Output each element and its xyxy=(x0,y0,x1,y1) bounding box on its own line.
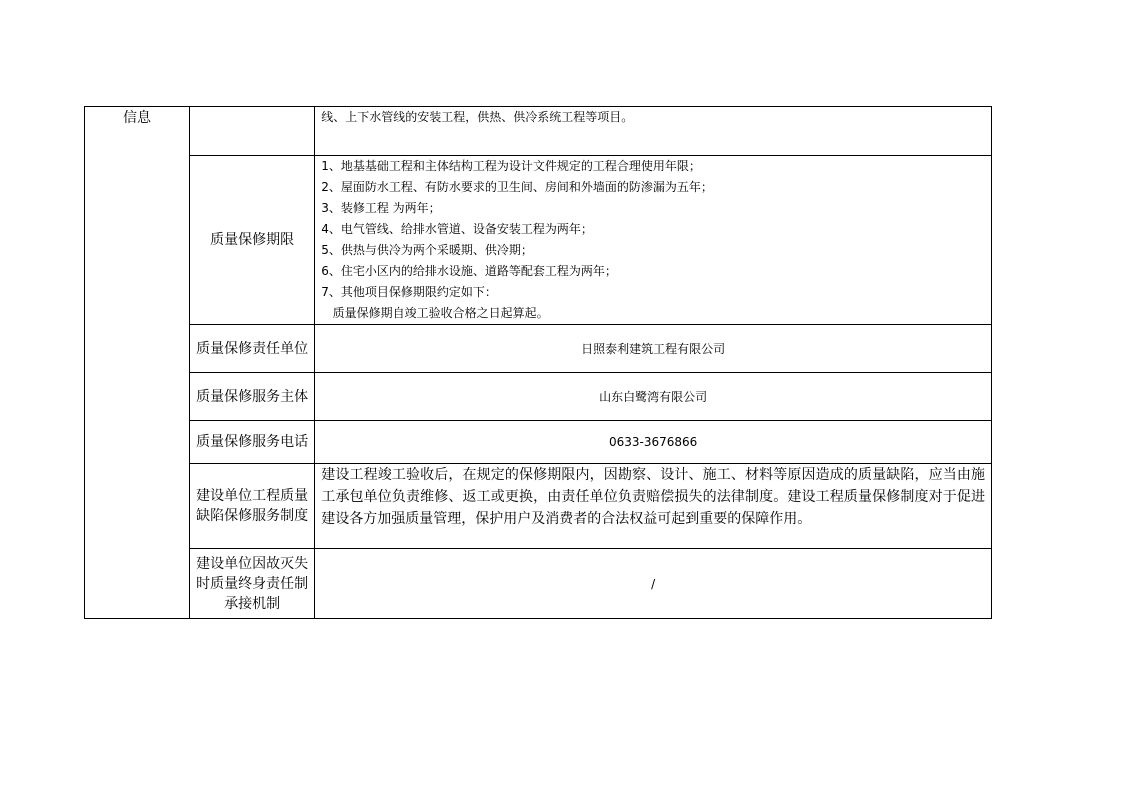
content-line: 3、装修工程 为两年； xyxy=(321,201,441,215)
row-content: / xyxy=(315,549,992,619)
table-row xyxy=(85,549,992,619)
row-content xyxy=(315,107,992,156)
table-row xyxy=(85,464,992,549)
table-row xyxy=(85,325,992,373)
content-line: 1、地基基础工程和主体结构工程为设计文件规定的工程合理使用年限； xyxy=(321,159,701,173)
content-line: 4、电气管线、给排水管道、设备安装工程为两年； xyxy=(321,222,593,236)
content-line: 2、屋面防水工程、有防水要求的卫生间、房间和外墙面的防渗漏为五年； xyxy=(321,180,713,194)
row-content xyxy=(315,156,992,325)
row-content: 日照泰利建筑工程有限公司 xyxy=(315,325,992,373)
row-label: 建设单位工程质量缺陷保修服务制度 xyxy=(190,464,315,549)
content-line: 6、住宅小区内的给排水设施、道路等配套工程为两年； xyxy=(321,264,617,278)
table-row xyxy=(85,107,992,156)
table-row xyxy=(85,156,992,325)
info-table xyxy=(84,106,992,619)
row-content: 0633-3676866 xyxy=(315,421,992,464)
row-label xyxy=(190,107,315,156)
row-label: 质量保修期限 xyxy=(190,156,315,325)
section-label: 信息 xyxy=(85,107,190,619)
content-line: 7、其他项目保修期限约定如下： xyxy=(321,285,497,299)
table-row xyxy=(85,421,992,464)
content-line: 线、上下水管线的安装工程，供热、供冷系统工程等项目。 xyxy=(321,110,634,124)
content-line: 质量保修期自竣工验收合格之日起算起。 xyxy=(321,306,549,320)
row-content: 山东白鹭湾有限公司 xyxy=(315,373,992,421)
table-row xyxy=(85,373,992,421)
content-line: 5、供热与供冷为两个采暖期、供冷期； xyxy=(321,243,533,257)
row-label: 质量保修服务主体 xyxy=(190,373,315,421)
row-label: 质量保修责任单位 xyxy=(190,325,315,373)
row-label: 建设单位因故灭失时质量终身责任制承接机制 xyxy=(190,549,315,619)
row-content: 建设工程竣工验收后，在规定的保修期限内，因勘察、设计、施工、材料等原因造成的质量缺陷，应当由施工承包单位负责维修、返工或更换，由责任单位负责赔偿损失的法律制度。建设工程质量保修制度对于促进建设各方加强质量管理，保护用户及消费者的合法权益可起到重要的保障作用。 xyxy=(315,464,992,549)
row-label: 质量保修服务电话 xyxy=(190,421,315,464)
